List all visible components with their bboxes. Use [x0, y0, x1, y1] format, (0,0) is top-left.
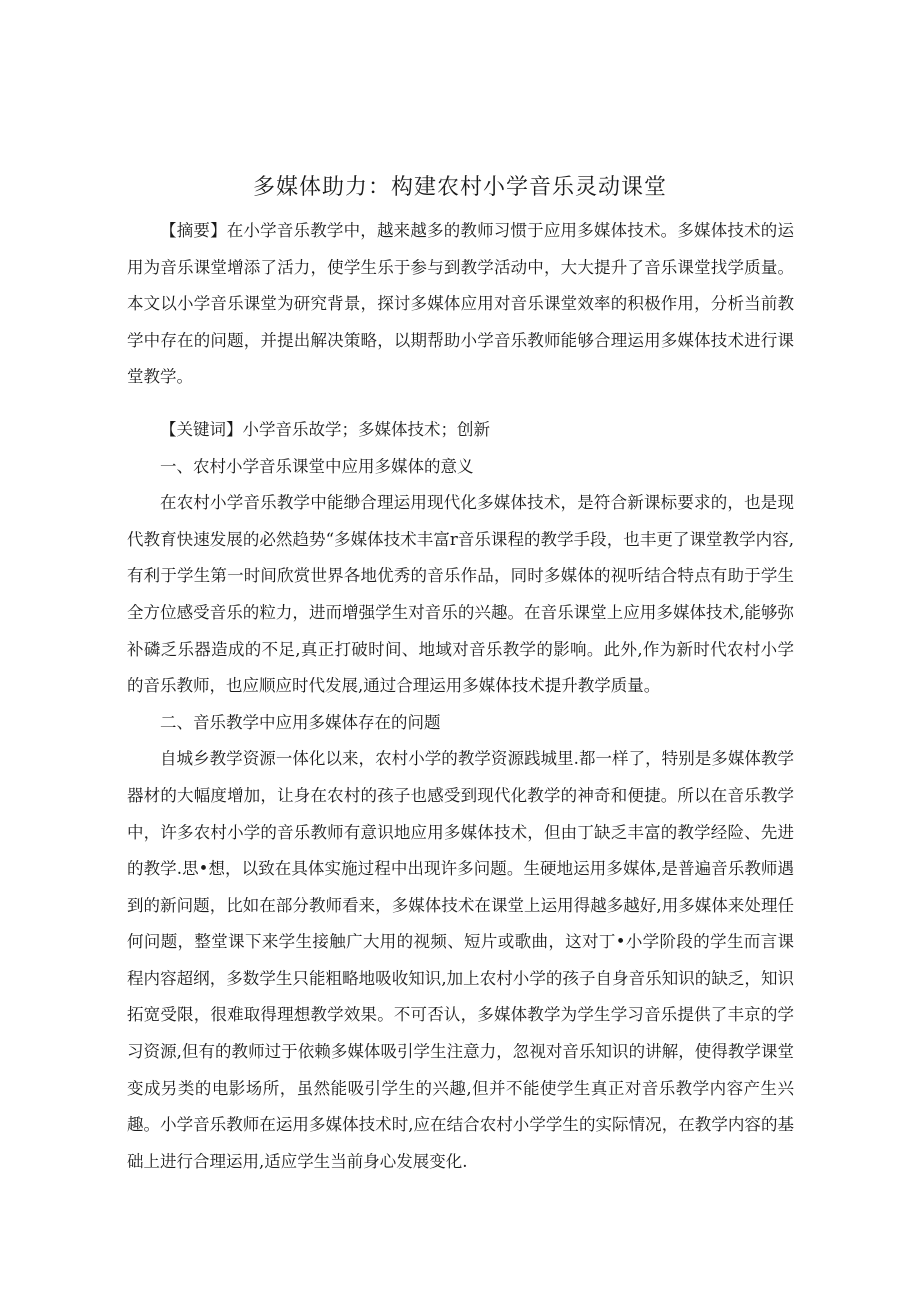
abstract-paragraph: 【摘要】在小学音乐教学中，越来越多的教师习惯于应用多媒体技术。多媒体技术的运用为音乐课堂增添了活力，使学生乐于参与到教学活动中，大大提升了音乐课堂找学质量。本文以小学音乐课堂为研究背景，探讨多媒体应用对音乐课堂效率的积极作用，分析当前教学中存在的问题，并提出解决策略，以期帮助小学音乐教师能够合理运用多媒体技术进行课堂教学。 [127, 221, 794, 387]
document-title: 多媒体助力：构建农村小学音乐灵动课堂 [252, 175, 667, 200]
section-heading-2: 二、音乐教学中应用多媒体存在的问题 [160, 712, 441, 732]
section-paragraph-2: 自城乡教学资源一体化以来，农村小学的教学资源践城里.都一样了，特别是多媒体教学器材的大幅度增加，让身在农村的孩子也感受到现代化教学的神奇和便捷。所以在音乐教学中，许多农村小学的音乐教师有意识地应用多媒体技术，但由丁缺乏丰富的教学经险、先进的教学.思•想，以致在具体实施过程中出现许多问题。生硬地运用多媒体,是普遍音乐教师遇到的新问题，比如在部分教师看来，多媒体技术在课堂上运用得越多越好,用多媒体来处理任何问题，整堂课下来学生接触广大用的视频、短片或歌曲，这对丁•小学阶段的学生而言课程内容超纲，多数学生只能粗略地吸收知识,加上农村小学的孩子自身音乐知识的缺乏，知识拓宽受限，很难取得理想教学效果。不可否认，多媒体教学为学生学习音乐提供了丰京的学习资源,但有的教师过于依赖多媒体吸引学生注意力，忽视对音乐知识的讲解，使得教学课堂变成另类的电影场所，虽然能吸引学生的兴趣,但并不能使学生真正对音乐教学内容产生兴趣。小学音乐教师在运用多媒体技术时,应在结合农村小学学生的实际情况，在教学内容的基础上进行合理运用,适应学生当前身心发展变化. [127, 749, 794, 1171]
keywords-line: 【关键词】小学音乐故学；多媒体技术；创新 [160, 419, 490, 439]
section-paragraph-1: 在农村小学音乐教学中能缈合理运用现代化多媒体技术，是符合新课标要求的，也是现代教育快速发展的必然趋势“多媒体技术丰富r音乐课程的教学手段，也丰更了课堂教学内容,有利于学生第一时间欣赏世界各地优秀的音乐作品，同时多媒体的视听结合特点有助于学生全方位感受音乐的粒力，进而增强学生对音乐的兴趣。在音乐课堂上应用多媒体技术,能够弥补磷乏乐器造成的不足,真正打破时间、地域对音乐教学的影响。此外,作为新时代农村小学的音乐教师，也应顺应时代发展,通过合理运用多媒体技术提升教学质量。 [127, 493, 794, 696]
document-body [127, 213, 794, 1180]
section-heading-1: 一、农村小学音乐课堂中应用多媒体的意义 [160, 456, 474, 476]
